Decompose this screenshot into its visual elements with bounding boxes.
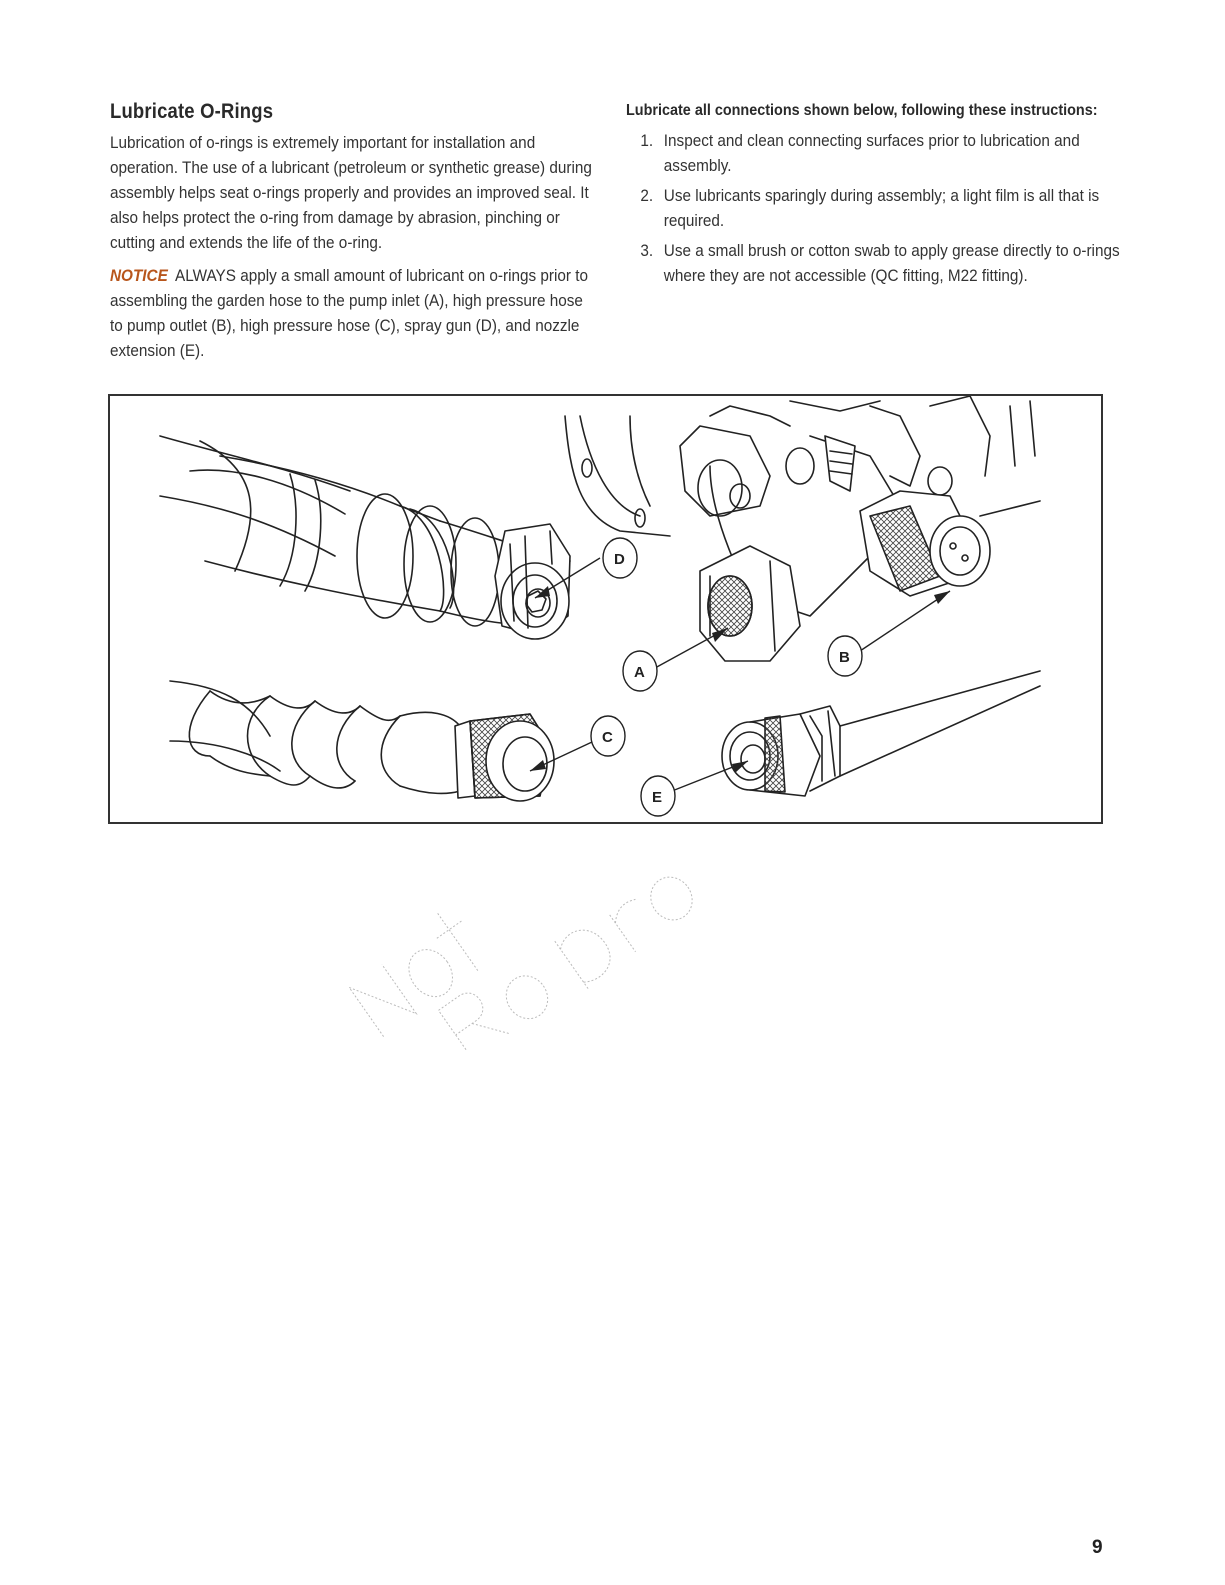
section-title: Lubricate O-Rings — [110, 100, 274, 123]
callout-d-label: D — [614, 551, 625, 568]
callout-c-label: C — [602, 729, 613, 746]
pump-outlet-drawing — [860, 491, 1040, 596]
intro-paragraph: Lubrication of o-rings is extremely important for installation and operation. The use of a lubricant (petroleum or synthetic grease) during assembly helps seat o-rings properly and provides an improved seal. It also helps protect the o-ring from damage by abrasion, pinching or cutting and extends the life of the o-ring. — [110, 133, 592, 252]
callout-b — [828, 591, 950, 676]
notice-paragraph — [110, 263, 596, 363]
step-number: 1. — [640, 131, 654, 150]
callout-e-label: E — [652, 789, 663, 806]
high-pressure-hose-drawing — [170, 681, 554, 801]
right-column — [626, 100, 1120, 293]
spray-gun-nut-drawing — [495, 524, 570, 639]
step-text: Inspect and clean connecting surfaces prior to lubrication and assembly. — [663, 131, 1080, 175]
left-column — [110, 100, 600, 371]
nozzle-extension-drawing — [722, 671, 1040, 796]
step-text: Use a small brush or cotton swab to apply grease directly to o-rings where they are not accessible (QC fitting, M22 fitting). — [663, 241, 1120, 285]
step-text: Use lubricants sparingly during assembly; a light film is all that is required. — [663, 186, 1100, 230]
instruction-step — [626, 238, 1150, 288]
step-number: 2. — [640, 186, 654, 205]
pump-inlet-drawing — [700, 546, 800, 661]
instruction-step — [626, 128, 1150, 178]
watermark-graphic — [330, 820, 710, 1050]
line-drawing — [110, 396, 1101, 822]
step-number: 3. — [640, 241, 654, 260]
watermark — [330, 820, 710, 1055]
notice-label: NOTICE — [110, 266, 168, 285]
notice-text: ALWAYS apply a small amount of lubricant on o-rings prior to assembling the garden hose to the pump inlet (A), high pressure hose to pump outlet (B), high pressure hose (C), spray gun (D), and nozzle extension (E). — [110, 266, 589, 360]
instructions-heading: Lubricate all connections shown below, following these instructions: — [626, 102, 1098, 119]
instruction-list — [626, 128, 1120, 288]
callout-b-label: B — [839, 649, 850, 666]
instruction-step — [626, 183, 1150, 233]
callout-a-label: A — [634, 664, 645, 681]
connections-illustration — [108, 394, 1103, 824]
page-number: 9 — [1092, 1537, 1103, 1558]
